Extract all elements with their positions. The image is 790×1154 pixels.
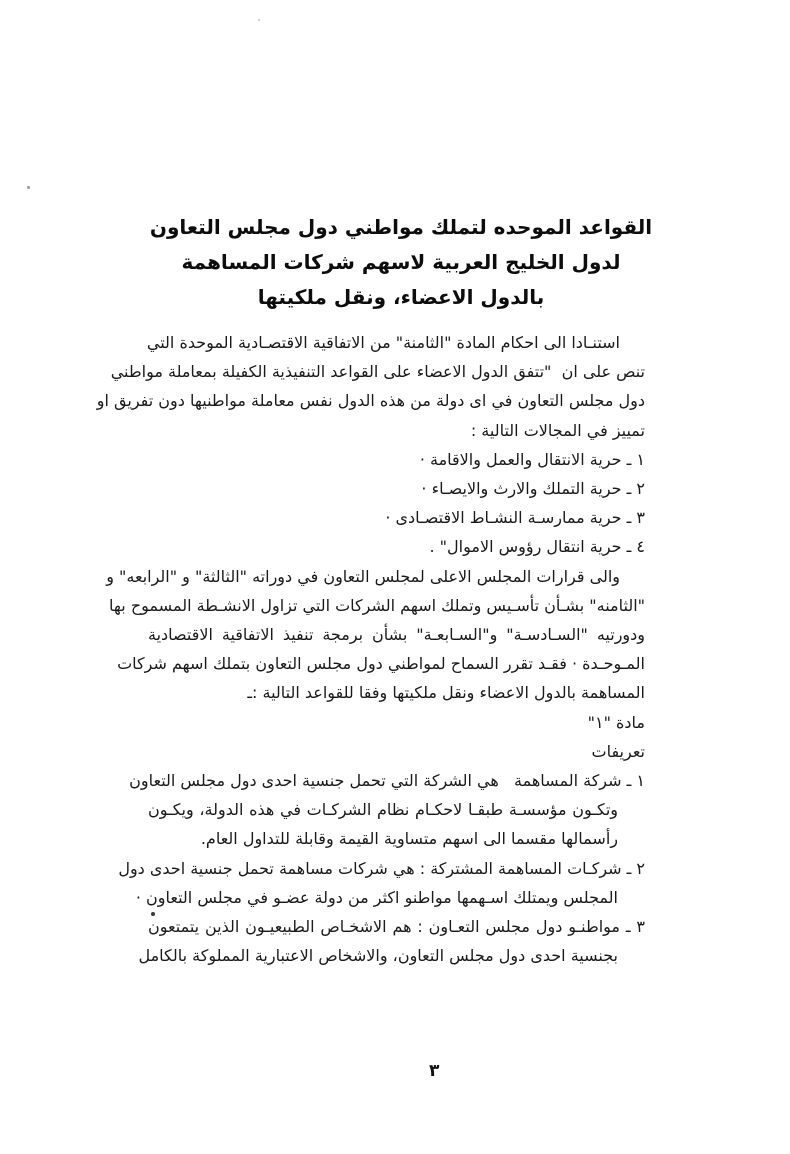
definition-2-line-1: ٢ ـ شركـات المساهمة المشتركة : هي شركات مساهمة تحمل جنسية احدى دول <box>118 858 645 878</box>
definition-1-line-3: رأسمالها مقسما الى اسهم متساوية القيمة وقابلة للتداول العام. <box>200 829 618 849</box>
document-body <box>96 328 645 970</box>
page-number: ٣ <box>429 1061 440 1081</box>
title-line-2: لدول الخليج العربية لاسهم شركات المساهمة <box>181 250 621 274</box>
decision-line-4: المـوحـدة · فقـد تقرر السماح لمواطني دول مجلس التعاون بتملك اسهم شركات <box>117 654 645 674</box>
freedom-item-1: ١ ـ حرية الانتقال والعمل والاقامة · <box>419 449 645 469</box>
definition-3-line-2: بجنسية احدى دول مجلس التعاون، والاشخاص الاعتبارية المملوكة بالكامل <box>138 946 618 966</box>
definition-1-line-2: وتكـون مؤسسـة طبقـا لاحكـام نظام الشركـات في هذه الدولة، ويكـون <box>148 800 618 820</box>
decision-line-3: ودورتيه "السـادسـة" و"السـابعـة" بشأن برمجة تنفيذ الاتفاقية الاقتصادية <box>148 625 645 645</box>
intro-line-2: تنص على ان "تتفق الدول الاعضاء على القواعد التنفيذية الكفيلة بمعاملة مواطني <box>110 362 645 382</box>
freedom-item-4: ٤ ـ حرية انتقال رؤوس الاموال" . <box>429 537 645 557</box>
decision-line-5: المساهمة بالدول الاعضاء ونقل ملكيتها وفقا للقواعد التالية :ـ <box>247 683 645 703</box>
scan-speck <box>27 186 30 189</box>
document-title <box>12 210 790 315</box>
freedom-item-2: ٢ ـ حرية التملك والارث والايصـاء · <box>421 479 645 499</box>
intro-line-3: دول مجلس التعاون في اى دولة من هذه الدول نفس معاملة مواطنيها دون تفريق او <box>96 391 645 411</box>
decision-line-2: "الثامنه" بشـأن تأسـيس وتملك اسهم الشركات التي تزاول الانشـطة المسموح بها <box>109 595 645 615</box>
article-1-heading: مادة "١" <box>587 712 645 732</box>
title-line-1: القواعد الموحده لتملك مواطني دول مجلس التعاون <box>149 215 653 239</box>
intro-line-1: استنـادا الى احكام المادة "الثامنة" من الاتفاقية الاقتصـادية الموحدة التي <box>146 333 620 352</box>
definition-3-line-1: ٣ ـ مواطنـو دول مجلس التعـاون : هم الاشخـاص الطبيعيـون الذين يتمتعون <box>148 917 645 937</box>
definition-1-line-1: ١ ـ شركة المساهمة هي الشركة التي تحمل جنسية احدى دول مجلس التعاون <box>129 771 645 791</box>
scan-speck <box>151 912 155 916</box>
decision-line-1: والى قرارات المجلس الاعلى لمجلس التعاون في دوراته "الثالثة" و "الرابعه" و <box>106 566 620 586</box>
scan-speck <box>258 19 260 21</box>
intro-line-4: تمييز في المجالات التالية : <box>470 420 645 440</box>
freedom-item-3: ٣ ـ حرية ممارسـة النشـاط الاقتصـادى · <box>385 508 645 528</box>
title-line-3: بالدول الاعضاء، ونقل ملكيتها <box>257 285 545 309</box>
definition-2-line-2: المجلس ويمتلك اسـهمها مواطنو اكثر من دولة عضـو في مجلس التعاون · <box>135 887 618 907</box>
article-1-subheading: تعريفات <box>591 741 645 761</box>
